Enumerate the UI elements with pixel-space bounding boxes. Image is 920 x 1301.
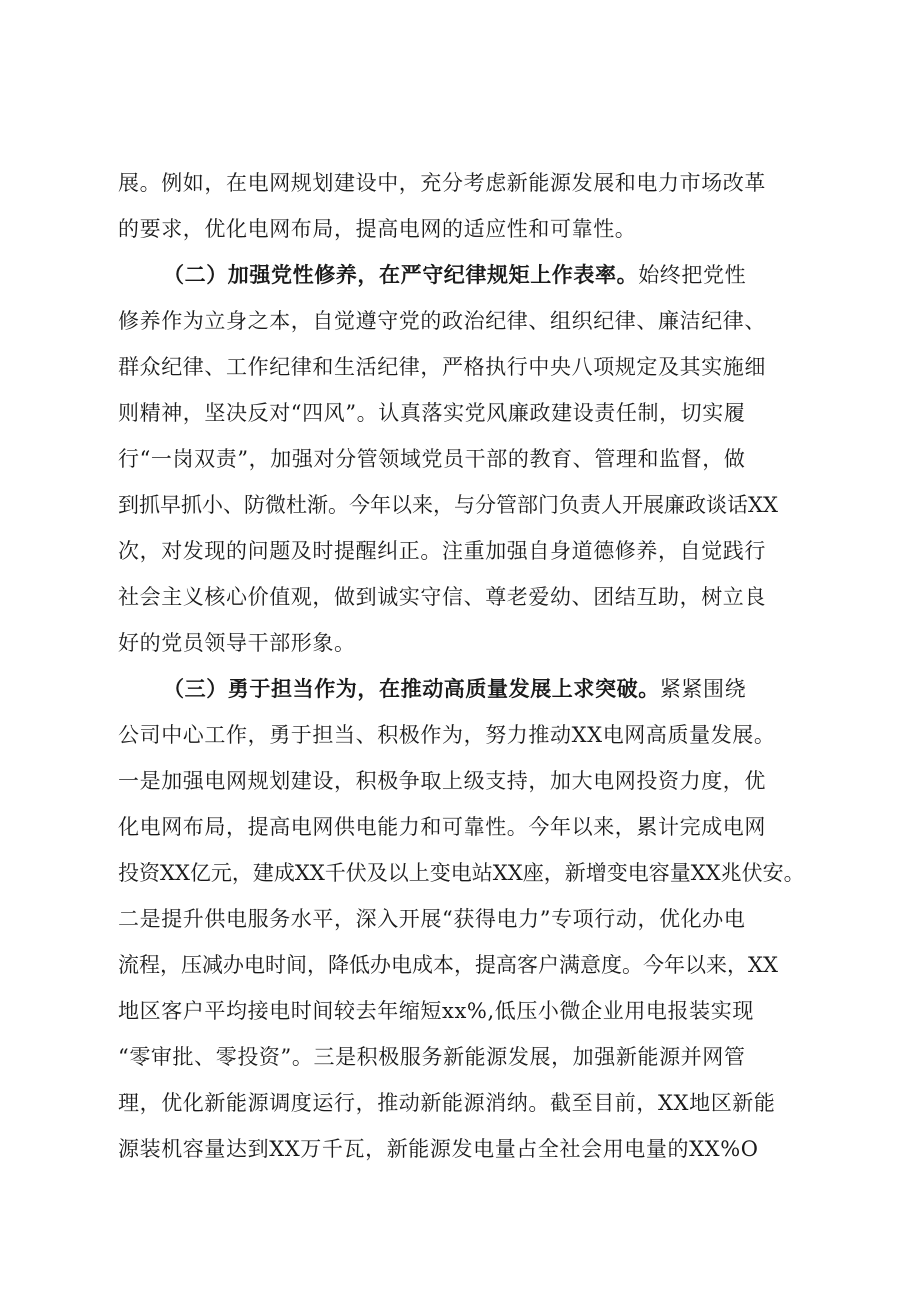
text-line: 社会主义核心价值观，做到诚实守信、尊老爱幼、团结互助，树立良 — [118, 585, 766, 609]
text-line: 源装机容量达到XX万千瓦，新能源发电量占全社会用电量的XX%O — [118, 1137, 759, 1161]
section-heading-line: （三）勇于担当作为，在推动高质量发展上求突破。紧紧围绕 — [163, 676, 747, 701]
text-line: 的要求，优化电网布局，提高电网的适应性和可靠性。 — [118, 217, 637, 241]
text-line: 则精神，坚决反对“四风”。认真落实党风廉政建设责任制，切实履 — [118, 401, 746, 425]
text-line: 投资XX亿元，建成XX千伏及以上变电站XX座，新增变电容量XX兆伏安。 — [118, 861, 805, 885]
text-line: 行“一岗双责”，加强对分管领域党员干部的教育、管理和监督，做 — [118, 447, 746, 471]
text-line: 次，对发现的问题及时提醒纠正。注重加强自身道德修养，自觉践行 — [118, 539, 766, 563]
text-line: 公司中心工作，勇于担当、积极作为，努力推动XX电网高质量发展。 — [118, 723, 776, 747]
text-line: 展。例如，在电网规划建设中，充分考虑新能源发展和电力市场改革 — [118, 171, 766, 195]
text-line: 理，优化新能源调度运行，推动新能源消纳。截至目前，XX地区新能 — [118, 1091, 776, 1115]
text-line: 修养作为立身之本，自觉遵守党的政治纪律、组织纪律、廉洁纪律、 — [118, 309, 766, 333]
text-line: 群众纪律、工作纪律和生活纪律，严格执行中央八项规定及其实施细 — [118, 355, 766, 379]
section-heading: （二）加强党性修养，在严守纪律规矩上作表率。 — [163, 262, 639, 287]
section-heading-line: （二）加强党性修养，在严守纪律规矩上作表率。始终把党性 — [163, 262, 747, 287]
text-line: 到抓早抓小、防微杜渐。今年以来，与分管部门负责人开展廉政谈话XX — [118, 493, 778, 517]
section-heading: （三）勇于担当作为，在推动高质量发展上求突破。 — [163, 676, 660, 701]
text-line: 化电网布局，提高电网供电能力和可靠性。今年以来，累计完成电网 — [118, 815, 766, 839]
text-line: 地区客户平均接电时间较去年缩短xx%,低压小微企业用电报装实现 — [118, 999, 754, 1023]
text-line: 一是加强电网规划建设，积极争取上级支持，加大电网投资力度，优 — [118, 769, 766, 793]
text-line: 流程，压减办电时间，降低办电成本，提高客户满意度。今年以来，XX — [118, 953, 778, 977]
text-line: 二是提升供电服务水平，深入开展“获得电力”专项行动，优化办电 — [118, 907, 746, 931]
text-line: “零审批、零投资”。三是积极服务新能源发展，加强新能源并网管 — [118, 1045, 746, 1069]
text-line: 好的党员领导干部形象。 — [118, 631, 356, 655]
